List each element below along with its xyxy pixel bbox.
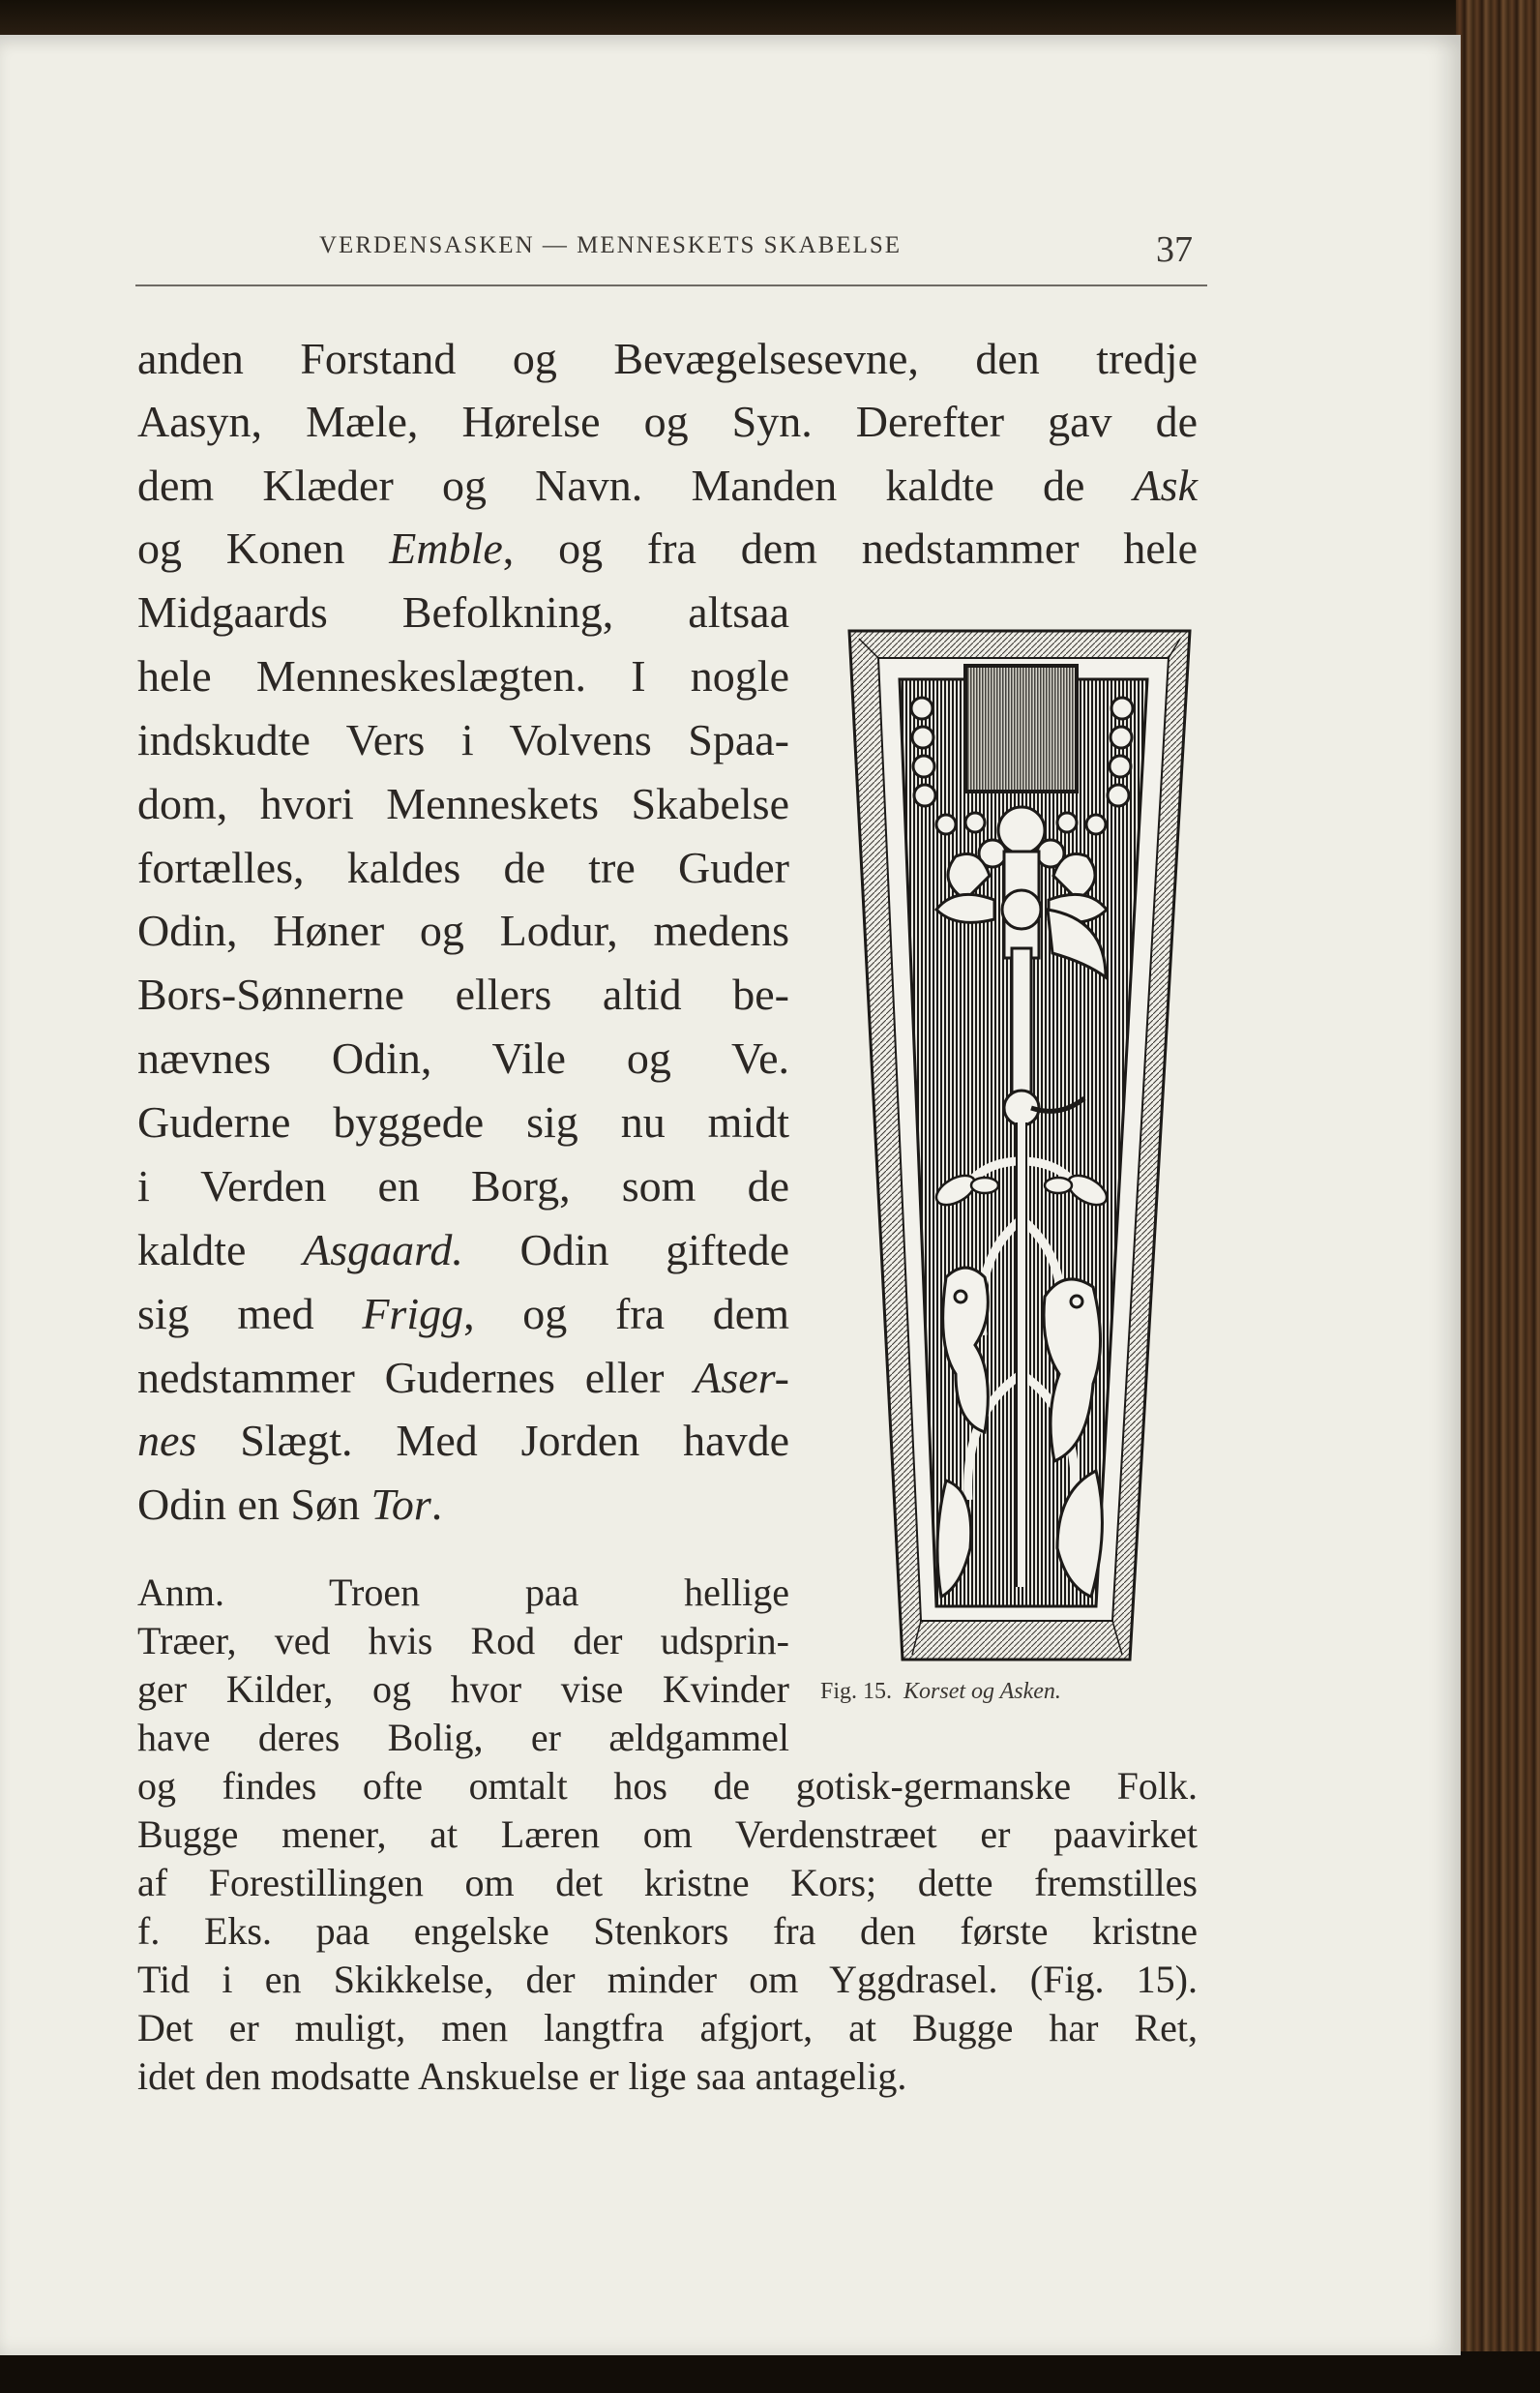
text-line [137, 1812, 1198, 1856]
text-run: Slægt. Med Jorden havde [196, 1416, 789, 1465]
text-line [137, 1619, 789, 1662]
text-run: Odin giftede [462, 1225, 789, 1274]
text-run: Tid i en Skikkelse, der minder om Yggdrasel. (Fig. 15). [137, 1958, 1198, 2001]
text-line [137, 2006, 1198, 2049]
book-edge-bottom [0, 2351, 1540, 2393]
text-line [137, 587, 789, 637]
figure-caption [820, 1679, 1207, 1705]
header-rule [135, 284, 1207, 286]
text-line [137, 1033, 789, 1083]
text-line [137, 1960, 1198, 1999]
text-line [137, 1909, 1198, 1953]
text-line [137, 1570, 789, 1614]
italic-term: Tor [370, 1480, 431, 1529]
book-edge-top [0, 0, 1540, 37]
text-line [137, 1289, 789, 1338]
italic-term: Ask [1133, 461, 1198, 510]
text-run: nævnes Odin, Vile og Ve. [137, 1033, 789, 1083]
text-run: i Verden en Borg, som de [137, 1161, 789, 1211]
page-number: 37 [1156, 229, 1193, 270]
italic-term: Aser- [694, 1353, 789, 1402]
text-run: Midgaards Befolkning, altsaa [137, 587, 789, 637]
figure-caption-number: Fig. 15. [820, 1679, 893, 1704]
italic-term: Asgaard. [303, 1225, 463, 1274]
text-line [137, 651, 789, 701]
text-line [137, 906, 789, 955]
text-line [137, 1861, 1198, 1904]
text-run: Det er muligt, men langtfra afgjort, at Bugge har Ret, [137, 2006, 1198, 2049]
text-run: idet den modsatte Anskuelse er lige saa antagelig. [137, 2054, 907, 2098]
text-run: Træer, ved hvis Rod der udsprin- [137, 1619, 789, 1662]
text-run: og Konen [137, 523, 390, 573]
text-run: Guderne byggede sig nu midt [137, 1097, 789, 1147]
text-run: af Forestillingen om det kristne Kors; dette fremstilles [137, 1861, 1198, 1904]
text-line [137, 1482, 442, 1527]
text-line [137, 2054, 907, 2098]
cross-slab-illustration [840, 619, 1198, 1669]
text-run: Odin, Høner og Lodur, medens [137, 906, 789, 955]
text-run: Bors-Sønnerne ellers altid be- [137, 970, 789, 1019]
text-line [137, 1353, 789, 1402]
text-line [137, 1097, 789, 1147]
text-run: , og fra dem [463, 1289, 789, 1338]
text-run: dem Klæder og Navn. Manden kaldte de [137, 461, 1134, 510]
italic-term: nes [137, 1416, 197, 1465]
text-run: anden Forstand og Bevægelsesevne, den tredje [137, 334, 1198, 383]
text-run: Aasyn, Mæle, Hørelse og Syn. Derefter gav de [137, 397, 1198, 446]
text-run: ger Kilder, og hvor vise Kvinder [137, 1667, 789, 1711]
text-run: kaldte [137, 1225, 304, 1274]
text-run: nedstammer Gudernes eller [137, 1353, 695, 1402]
book-binding-edge [1456, 0, 1540, 2393]
text-line [137, 1161, 789, 1211]
text-run: , og fra dem nedstammer hele [502, 523, 1198, 573]
text-line [137, 397, 1198, 446]
text-line [137, 972, 789, 1017]
figure-caption-title: Korset og Asken. [903, 1679, 1061, 1704]
text-line [137, 461, 1198, 510]
text-run: og findes ofte omtalt hos de gotisk-germanske Folk. [137, 1764, 1198, 1808]
text-run: fortælles, kaldes de tre Guder [137, 843, 789, 892]
text-run: Bugge mener, at Læren om Verdenstræet er paavirket [137, 1812, 1198, 1856]
text-line [137, 843, 789, 892]
text-line [137, 523, 1198, 573]
text-run: indskudte Vers i Volvens Spaa- [137, 715, 789, 764]
text-line [137, 779, 789, 828]
text-line [137, 715, 789, 764]
text-run: Odin en Søn [137, 1480, 371, 1529]
text-line [137, 334, 1198, 383]
text-line [137, 1667, 789, 1711]
running-head: VERDENSASKEN — MENNESKETS SKABELSE [319, 232, 903, 258]
text-run: Anm. Troen paa hellige [137, 1570, 789, 1614]
text-run: have deres Bolig, er ældgammel [137, 1716, 789, 1759]
text-run: hele Menneskeslægten. I nogle [137, 651, 789, 701]
text-line [137, 1764, 1198, 1808]
text-line [137, 1416, 789, 1465]
text-run: sig med [137, 1289, 363, 1338]
italic-term: Frigg [362, 1289, 464, 1338]
text-line [137, 1225, 789, 1274]
text-run: dom, hvori Menneskets Skabelse [137, 779, 789, 828]
text-run: f. Eks. paa engelske Stenkors fra den første kristne [137, 1909, 1198, 1953]
text-line [137, 1716, 789, 1759]
text-run: . [430, 1480, 443, 1529]
italic-term: Emble [389, 523, 503, 573]
